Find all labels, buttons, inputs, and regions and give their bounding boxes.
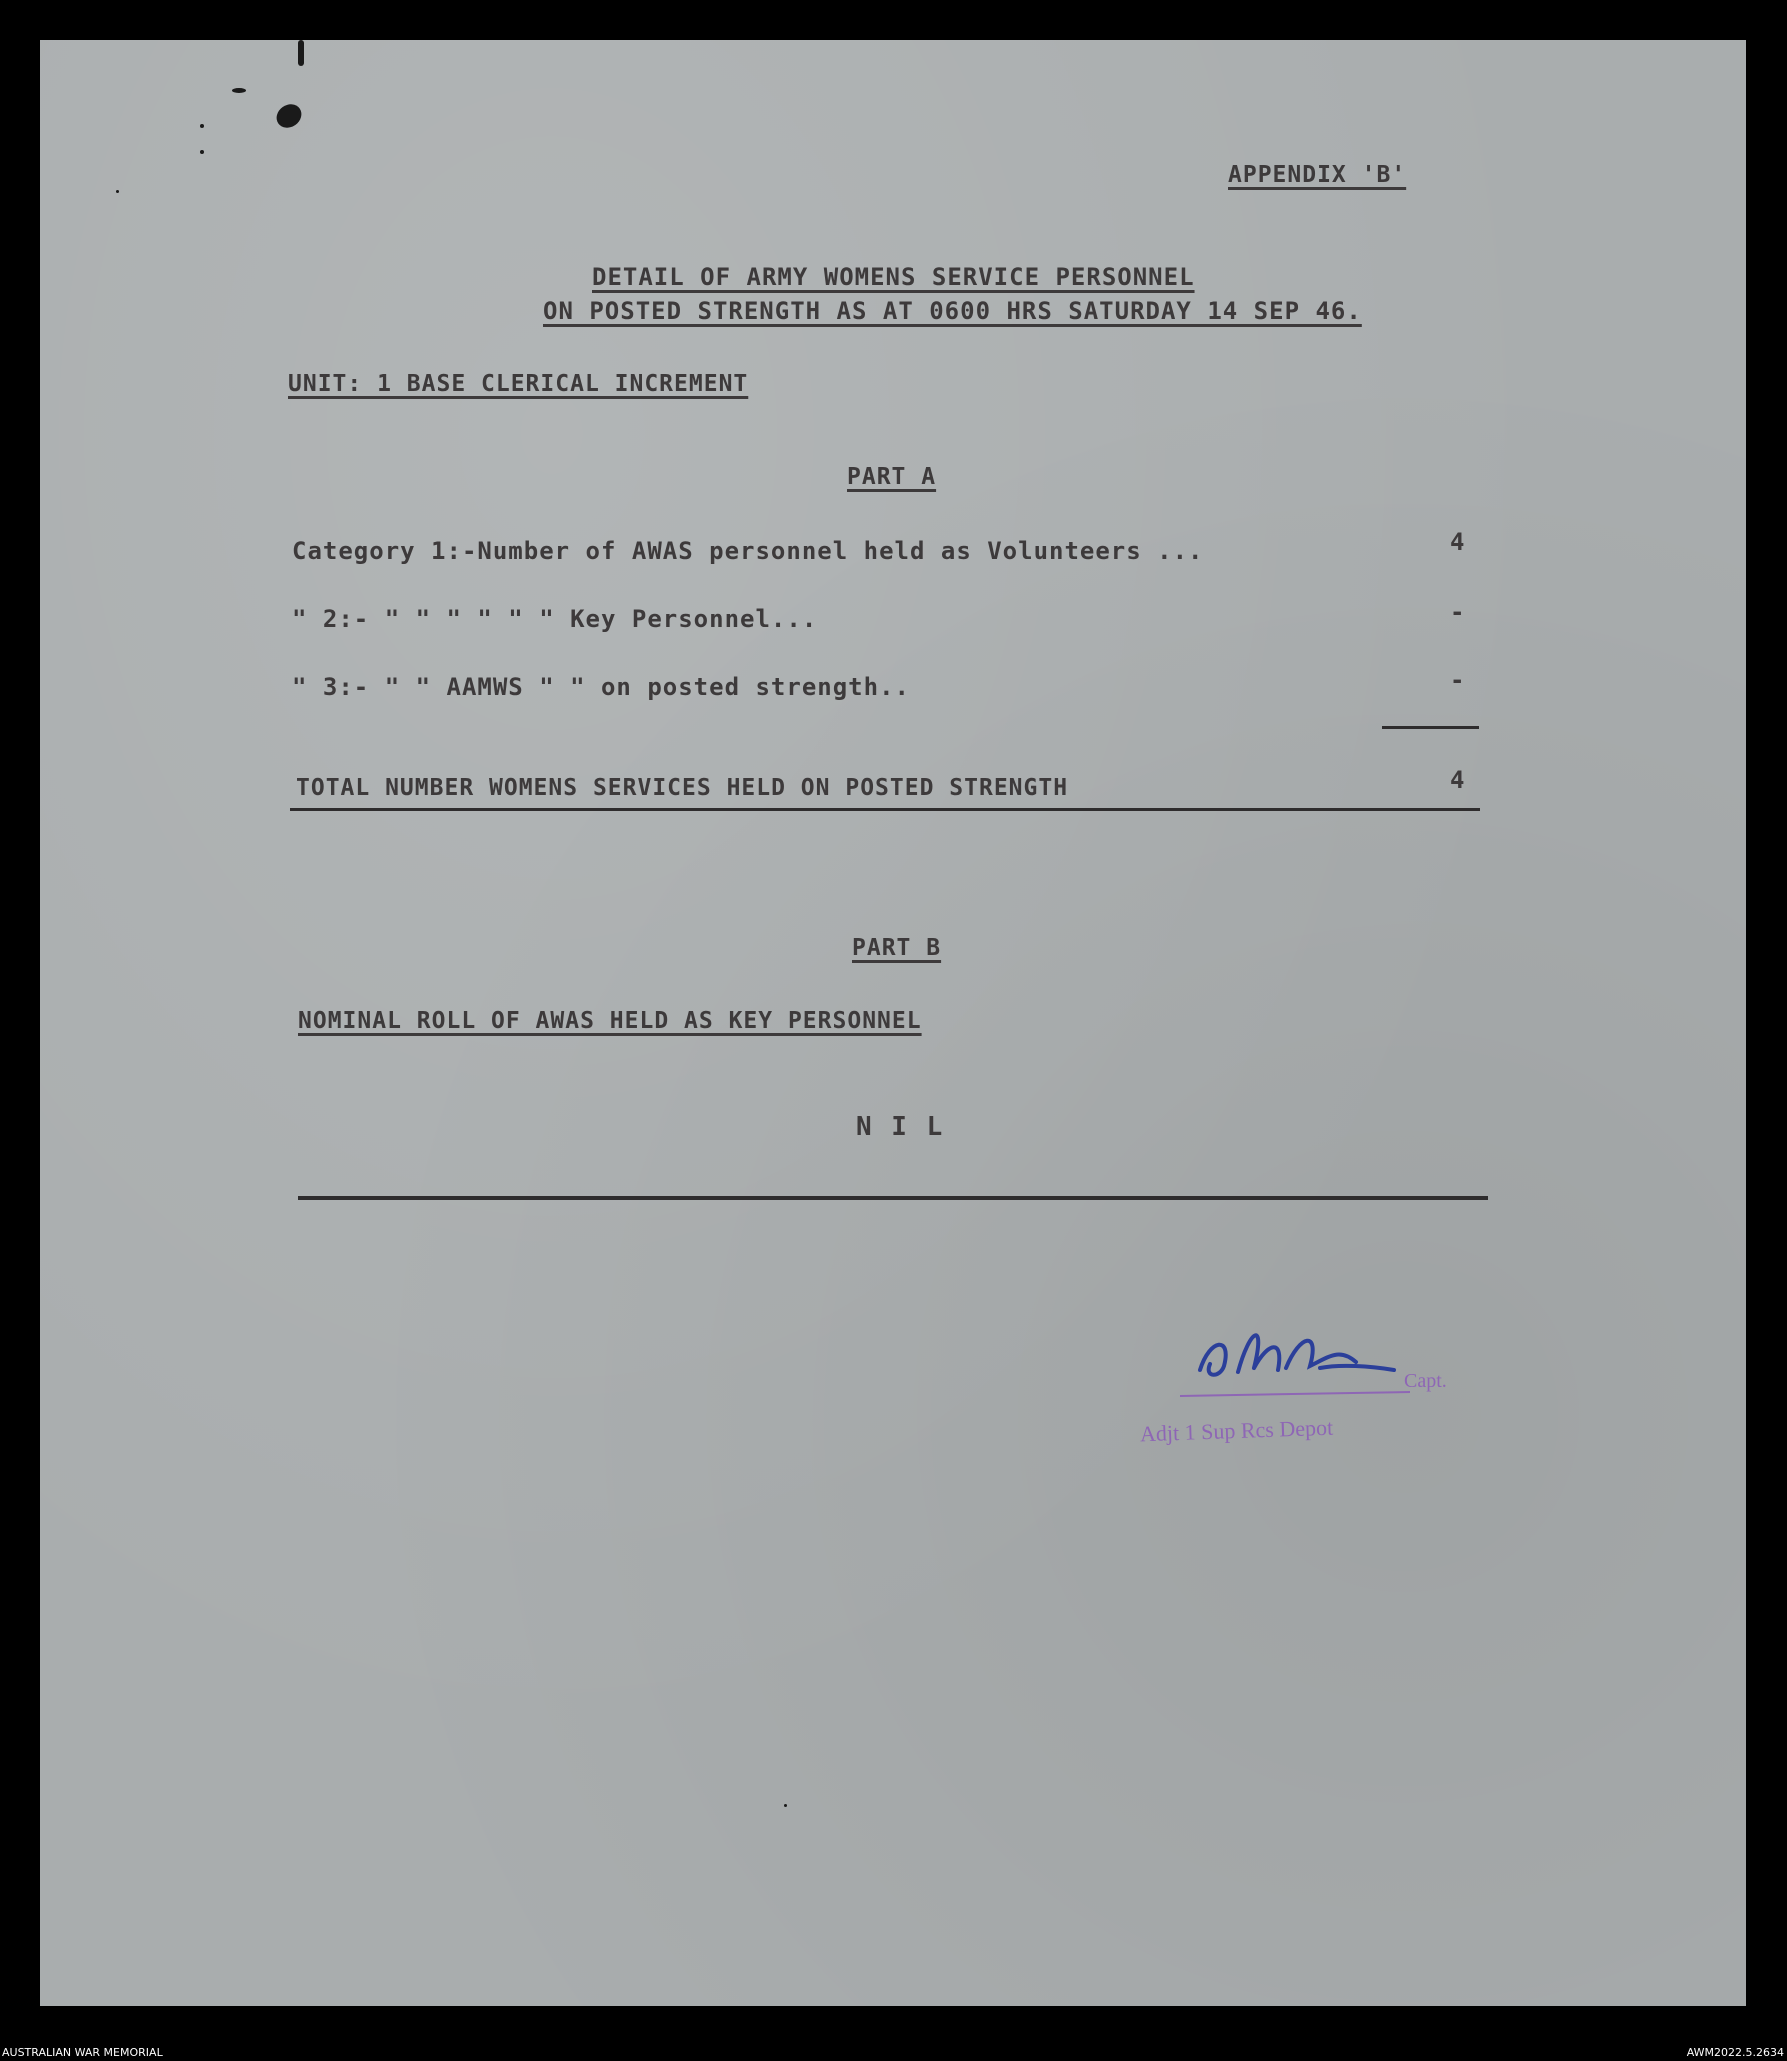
category-row-1: Category 1:-Number of AWAS personnel held as Volunteers ... <box>292 537 1204 565</box>
ink-speck <box>116 190 119 193</box>
title-line-1: DETAIL OF ARMY WOMENS SERVICE PERSONNEL <box>592 263 1195 291</box>
ink-speck <box>784 1804 787 1807</box>
capt-suffix: Capt. <box>1404 1370 1447 1392</box>
part-b-heading: PART B <box>852 935 942 961</box>
part-a-heading: PART A <box>847 464 937 490</box>
footer-credit: AUSTRALIAN WAR MEMORIAL <box>2 2046 163 2059</box>
category-row-2: " 2:- " " " " " " Key Personnel... <box>292 605 818 633</box>
ink-speck <box>232 88 246 93</box>
unit-label: UNIT: 1 BASE CLERICAL INCREMENT <box>288 371 749 397</box>
subtotal-rule <box>1382 726 1479 729</box>
category-row-3: " 3:- " " AAMWS " " on posted strength.. <box>292 673 910 701</box>
ink-speck <box>200 150 204 154</box>
stamp-depot: Adjt 1 Sup Rcs Depot <box>1139 1414 1334 1447</box>
signature-mark <box>1180 1308 1440 1398</box>
category-row-2-value: - <box>1450 598 1466 626</box>
staple-mark <box>272 100 306 133</box>
appendix-label: APPENDIX 'B' <box>1228 162 1407 188</box>
nil-text: N I L <box>856 1112 945 1142</box>
end-rule <box>298 1196 1488 1200</box>
ink-speck <box>200 124 204 128</box>
footer-accession-number: AWM2022.5.2634 <box>1686 2046 1784 2059</box>
document-page <box>40 40 1746 2006</box>
category-row-3-value: - <box>1450 666 1466 694</box>
total-value: 4 <box>1450 766 1466 794</box>
total-label: TOTAL NUMBER WOMENS SERVICES HELD ON POSTED STRENGTH <box>296 775 1069 801</box>
nominal-roll-heading: NOMINAL ROLL OF AWAS HELD AS KEY PERSONNEL <box>298 1008 922 1034</box>
staple-mark <box>298 40 304 66</box>
title-line-2: ON POSTED STRENGTH AS AT 0600 HRS SATURDAY 14 SEP 46. <box>543 297 1362 325</box>
category-row-1-value: 4 <box>1450 528 1466 556</box>
total-underline <box>290 808 1480 811</box>
